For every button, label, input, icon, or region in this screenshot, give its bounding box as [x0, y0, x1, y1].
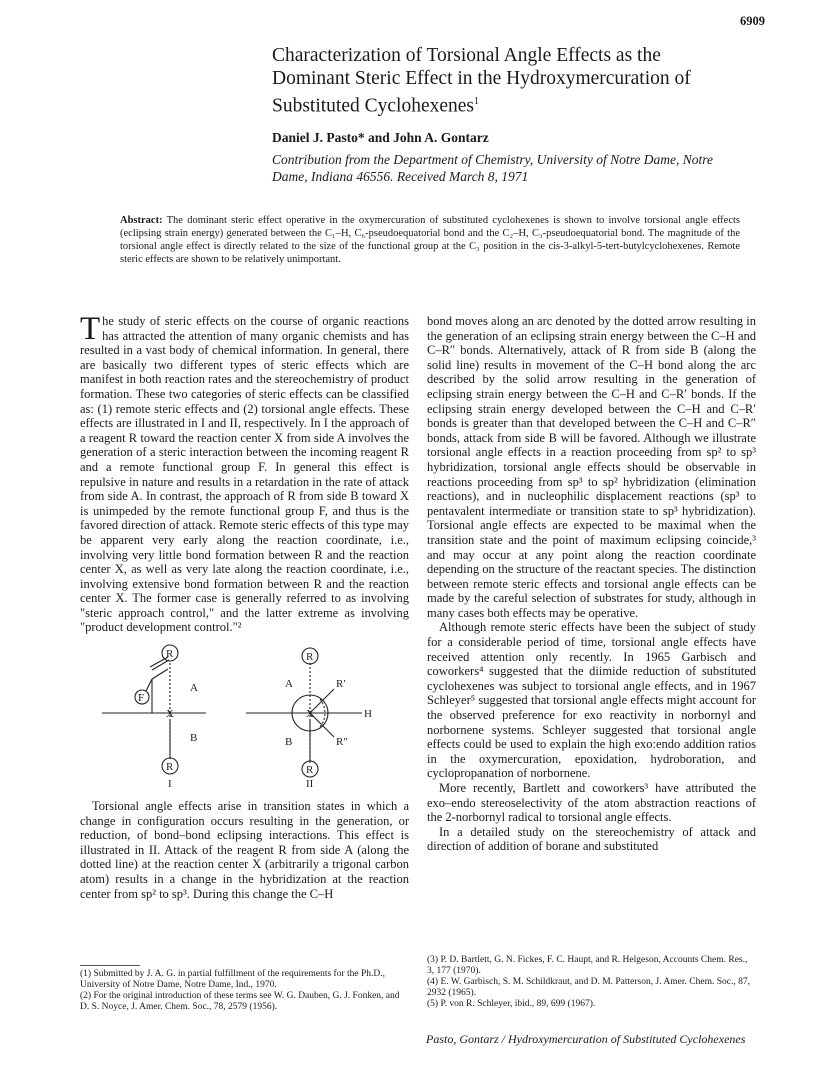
footnote-3: (3) P. D. Bartlett, G. N. Fickes, F. C. Haupt, and R. Helgeson, Accounts Chem. Res., 3, 177 (1970). [427, 955, 748, 976]
figure-I-II [80, 641, 409, 791]
label-R-double-prime: R″ [336, 736, 348, 749]
footnote-rule [80, 965, 140, 966]
label-A-II: A [285, 678, 293, 691]
label-II: II [306, 778, 314, 791]
footnote-5: (5) P. von R. Schleyer, ibid., 89, 699 (1967). [427, 999, 596, 1009]
affiliation: Contribution from the Department of Chemistry, University of Notre Dame, Notre Dame, Indiana 46556. Received March 8, 1971 [272, 152, 713, 184]
abstract-text: The dominant steric effect operative in the oxymercuration of substituted cyclohexenes is shown to involve torsional angle effects (eclipsing strain energy) generated between the C₁–H, C₆-pseudoequatorial bond and the C₂–H, C₃-pseudoequatorial bond. The magnitude of the torsional angle effect is directly related to the size of the functional group at the C₃ position in the cis-3-alkyl-5-tert-butylcyclohexenes. Remote steric effects are shown to be relatively unimportant. [120, 215, 740, 265]
label-R-top-I: R [166, 648, 174, 661]
figure-diagram [80, 641, 409, 791]
label-H: H [364, 708, 372, 721]
intro-text: he study of steric effects on the course of organic reactions has attracted the attention of many organic chemists and has resulted in a vast body of chemical information. In general, there are basically two different types of steric effects which are manifest in both reaction rates and the stereochemistry of product formation. These two categories of steric effects can be classified as: (1) remote steric effects and (2) torsional angle effects. These effects are illustrated in I and II, respectively. In I the approach of a reagent R toward the reaction center X from side A involves the generation of a steric interaction between the incoming reagent R and a remote functional group F. In general this effect is repulsive in nature and results in a retardation in the rate of attack from side A. In contrast, the approach of R from side B toward X is unimpeded by the remote functional group F, and thus is the favored direction of attack. Remote steric effects of this type may be apparent very early along the reaction coordinate, i.e., involving very little bond formation between R and the reaction center X, as well as very late along the reaction coordinate, i.e., involving extensive bond formation between R and the reaction center X. The former case is generally referred to as involving "steric approach control," and the latter extreme as involving "product development control."² [80, 314, 409, 635]
label-I: I [168, 778, 172, 791]
footnote-4: (4) E. W. Garbisch, S. M. Schildkraut, and D. M. Patterson, J. Amer. Chem. Soc., 87, 2932 (1965). [427, 977, 750, 998]
right-column [427, 314, 756, 854]
footnote-1: (1) Submitted by J. A. G. in partial fulfillment of the requirements for the Ph.D., University of Notre Dame, Notre Dame, Ind., 1970. [80, 969, 386, 990]
page-number: 6909 [740, 14, 765, 28]
intro-paragraph [80, 311, 409, 635]
footnote-2: (2) For the original introduction of these terms see W. G. Dauben, G. J. Fonken, and D. S. Noyce, J. Amer. Chem. Soc., 78, 2579 (1956). [80, 991, 400, 1012]
abstract-label: Abstract: [120, 215, 163, 226]
footnotes-left [80, 965, 409, 1013]
label-B-I: B [190, 732, 198, 745]
label-F: F [138, 692, 145, 705]
footnotes-right [427, 955, 756, 1010]
label-B-II: B [285, 736, 293, 749]
label-X-II: X [306, 708, 314, 721]
label-R-top-II: R [306, 651, 314, 664]
title-text: Characterization of Torsional Angle Effects as the Dominant Steric Effect in the Hydroxymercuration of Substituted Cyclohexenes [272, 45, 691, 117]
authors: Daniel J. Pasto* and John A. Gontarz [272, 130, 489, 145]
bartlett-paragraph: More recently, Bartlett and coworkers³ have attributed the exo–endo stereoselectivity of the atom abstraction reactions of the 2-norbornyl radical to torsional angle effects. [427, 781, 756, 825]
left-column [80, 311, 409, 901]
detailed-study-paragraph: In a detailed study on the stereochemistry of attack and direction of addition of borane and substituted [427, 824, 756, 854]
label-A-I: A [190, 682, 198, 695]
title-footnote-mark: 1 [474, 96, 480, 107]
label-X-I: X [166, 708, 174, 721]
article-title [272, 44, 712, 118]
label-R-prime: R′ [336, 678, 346, 691]
label-R-bottom-I: R [166, 761, 174, 774]
label-R-bottom-II: R [306, 764, 314, 777]
drop-cap: T [80, 311, 101, 347]
page-footer: Pasto, Gontarz / Hydroxymercuration of Substituted Cyclohexenes [426, 1032, 746, 1046]
torsional-paragraph: Torsional angle effects arise in transition states in which a change in configuration occurs resulting in the generation, or reduction, of bond–bond eclipsing interactions. This effect is illustrated in II. Attack of the reagent R from side A (along the dotted line) at the reaction center X (arbitrarily a trigonal carbon atom) results in a change in the hybridization at the reaction center from sp² to sp³. During this change the C–H [80, 799, 409, 901]
continuation-paragraph: bond moves along an arc denoted by the dotted arrow resulting in the generation of an eclipsing strain energy between the C–H and C–R″ bonds. Alternatively, attack of R from side B (along the solid line) results in movement of the C–H bond along the arc described by the solid arrow resulting in the generation of eclipsing strain energy between the C–H and C–R′ bonds. If the eclipsing strain energy developed between the C–H and C–R′ bonds is greater than that developed between the C–H and C–R″ bonds, attack from side B will be favored. Although we illustrate torsional angle effects in a reaction proceeding from sp² to sp³ hybridization, torsional angle effects should be observable in reactions proceeding from sp³ to sp² hybridization (elimination reactions), and in nucleophilic displacement reactions (sp³ to pentavalent intermediate or transition state to sp³ hybridization). Torsional angle effects are expected to be maximal when the transition state and the point of maximum eclipsing coincide,³ and may occur at any point along the reaction coordinate depending on the structure of the reactant species. The distinction between remote steric effects and torsional angle effects can be made by the careful selection of substrates for study, although in many cases both effects may be operative. [427, 314, 756, 620]
history-paragraph: Although remote steric effects have been the subject of study for a considerable period of time, torsional angle effects have received attention only recently. In 1965 Garbisch and coworkers⁴ suggested that the diimide reduction of substituted cyclohexenes was subject to torsional angle effects, and in 1967 Schleyer⁵ suggested that torsional angle effects might account for the observed preference for exo reactivity in norbornyl and norbornene systems. Schleyer suggested that torsional angle effects could be used to explain the high exo:endo addition ratios in the oxymercuration, epoxidation, hydroboration, and cyclopropanation of norbornene. [427, 620, 756, 781]
abstract [120, 214, 740, 266]
